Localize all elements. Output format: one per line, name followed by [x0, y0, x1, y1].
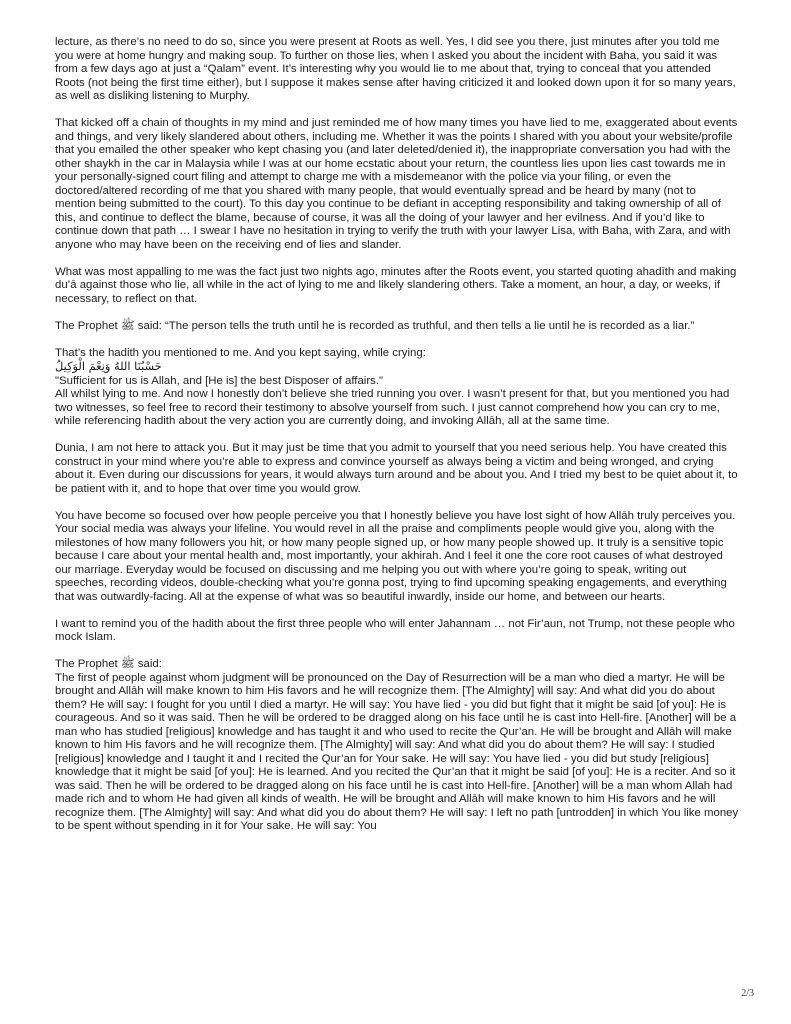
paragraph: [55, 266, 739, 307]
text-line: That’s the hadith you mentioned to me. And you kept saying, while crying:: [55, 346, 426, 359]
paragraph: [55, 618, 739, 645]
paragraph: [55, 347, 739, 429]
text-line: The Prophet ﷺ said:: [55, 658, 162, 670]
arabic-text-line: حَسْبُنَا اللهُ وَنِعْمَ الْوَكِيلُ: [55, 359, 162, 373]
text-line: That kicked off a chain of thoughts in my mind and just reminded me of how many times you have lied to me, exaggerated about events and things, and very likely slandered about others, including me. Whether it was the points I shared with you about your website/profile that you emailed the other speaker who kept chasing you (and later deleted/denied it), the inappropriate conversation you had with the other shaykh in the car in Malaysia while I was at our home ecstatic about your return, the countless lies upon lies cast towards me in your personally-signed court filing and attempt to charge me with a misdemeanor with the police via your filing, or even the doctored/altered recording of me that you shared with many people, that would eventually spread and be heard by many (not to mention being submitted to the court). To this day you continue to be defiant in accepting responsibility and taking ownership of all of this, and continue to deflect the blame, because of course, it was all the doing of your lawyer and her evilness. And if you’d like to continue down that path … I swear I have no hesitation in trying to verify the truth with your lawyer Lisa, with Baha, with Zara, and with anyone who may have been on the receiving end of lies and slander.: [55, 117, 738, 251]
text-line: You have become so focused over how people perceive you that I honestly believe you have lost sight of how Allāh truly perceives you. Your social media was always your lifeline. You would revel in all the praise and compliments people would give you, along with the milestones of how many followers you hit, or how many people signed up, or how many people showed up. It truly is a sensitive topic because I care about your mental health and, most importantly, your akhirah. And I feel it one the core root causes of what destroyed our marriage. Everyday would be focused on discussing and me helping you out with where you’re going to speak, writing out speeches, recording videos, double-checking what you’re gonna post, trying to find upcoming speaking engagements, and everything that was outwardly-facing. All at the expense of what was so beautiful inwardly, inside our home, and between our hearts.: [55, 509, 736, 603]
paragraph: [55, 320, 739, 334]
text-line: I want to remind you of the hadith about the first three people who will enter Jahannam … not Fir’aun, not Trump, not these people who mock Islam.: [55, 617, 735, 643]
document-body: [55, 36, 739, 834]
text-line: What was most appalling to me was the fact just two nights ago, minutes after the Roots event, you started quoting ahadīth and making du’ā against those who lie, all while in the act of lying to me and likely slandering others. Take a moment, an hour, a day, or weeks, if necessary, to reflect on that.: [55, 265, 737, 305]
text-line: The first of people against whom judgment will be pronounced on the Day of Resurrection will be a man who died a martyr. He will be brought and Allāh will make known to him His favors and he will recognize them. [The Almighty] will say: And what did you do about them? He will say: I fought for you until I died a martyr. He will say: You have lied - you did but fight that it might be said [of you]: He is courageous. And so it was said. Then he will be ordered to be dragged along on his face until he is cast into Hell-fire. [Another] will be a man who has studied [religious] knowledge and has taught it and who used to recite the Qur’an. He will be brought and Allāh will make known to him His favors and he will recognize them. [The Almighty] will say: And what did you do about them? He will say: I studied [religious] knowledge and I taught it and I recited the Qur’an for Your sake. He will say: You have lied - you did but study [religious] knowledge that it might be said [of you]: He is learned. And you recited the Qur’an that it might be said [of you]: He is a reciter. And so it was said. Then he will be ordered to be dragged along on his face until he is cast into Hell-fire. [Another] will be a man whom Allah had made rich and to whom He had given all kinds of wealth. He will be brought and Allāh will make known to him His favors and he will recognize them. [The Almighty] will say: And what did you do about them? He will say: I left no path [untrodden] in which You like money to be spent without spending in it for Your sake. He will say: You: [55, 671, 739, 832]
text-line: "Sufficient for us is Allah, and [He is] the best Disposer of affairs.": [55, 374, 384, 387]
paragraph: [55, 658, 739, 834]
paragraph: [55, 510, 739, 605]
text-line: lecture, as there’s no need to do so, since you were present at Roots as well. Yes, I did see you there, just minutes after you told me you were at home hungry and making soup. To further on those lies, when I asked you about the incident with Baha, you said it was from a few days ago at just a “Qalam” event. It’s interesting why you would lie to me about that, trying to conceal that you attended Roots (not being the first time either), but I suppose it makes sense after having criticized it and looked down upon it for so many years, as well as disliking listening to Murphy.: [55, 36, 736, 102]
text-line: The Prophet ﷺ said: “The person tells the truth until he is recorded as truthful, and then tells a lie until he is recorded as a liar.”: [55, 319, 695, 332]
page-number: 2/3: [741, 988, 754, 999]
paragraph: [55, 117, 739, 252]
text-line: All whilst lying to me. And now I honestly don’t believe she tried running you over. I wasn’t present for that, but you mentioned you had two witnesses, so feel free to record their testimony to absolve yourself from such. I just cannot comprehend how you can cry to me, while referencing hadith about the very action you are currently doing, and invoking Allāh, all at the same time.: [55, 388, 730, 427]
text-line: Dunia, I am not here to attack you. But it may just be time that you admit to yourself that you need serious help. You have created this construct in your mind where you’re able to express and convince yourself as always being a victim and being wronged, and crying about it. Even during our discussions for years, it would always turn around and be about you. And I tried my best to be quiet about it, to be patient with it, and to hope that over time you would grow.: [55, 442, 738, 495]
paragraph: [55, 442, 739, 496]
paragraph: [55, 36, 739, 104]
